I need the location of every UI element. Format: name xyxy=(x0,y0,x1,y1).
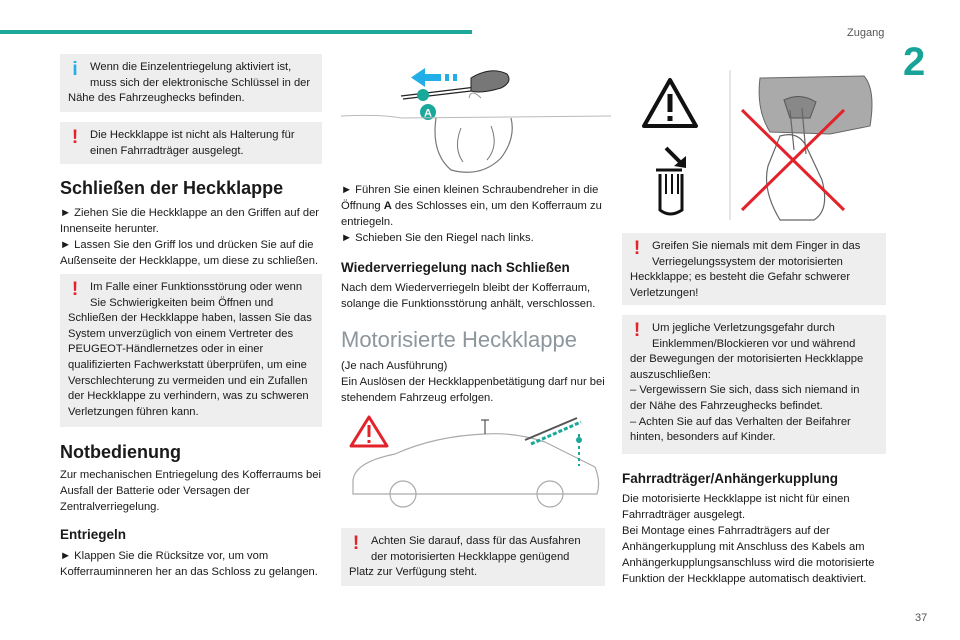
warning-text-body: der Bewegungen der motorisierten Heckklappe auszuschließen: xyxy=(630,353,864,381)
warning-icon: ! xyxy=(71,279,79,300)
warning-text-line: Sie Schwierigkeiten beim Öffnen und xyxy=(90,296,274,309)
finger-pinch-warning-illustration xyxy=(630,70,886,222)
chapter-number: 2 xyxy=(903,40,926,84)
warning-box xyxy=(622,233,886,305)
paragraph: ► Klappen Sie die Rücksitze vor, um vom Kofferrauminneren her an das Schloss zu gelangen. xyxy=(60,550,318,578)
car-clearance-illustration xyxy=(345,412,607,516)
header-accent-bar xyxy=(0,30,472,34)
info-icon: i xyxy=(72,59,78,80)
warning-box xyxy=(60,274,322,427)
warning-box xyxy=(341,528,605,586)
info-text-line: muss sich der elektronische Schlüssel in der xyxy=(90,76,311,89)
info-text-line: Wenn die Einzelentriegelung aktiviert ist, xyxy=(90,61,292,73)
paragraph: Bei Montage eines Fahrradträgers auf der Anhängerkupplung mit Anschluss des Kabels am Anhängerkupplungsanschluss wird die motorisierte Funktion der Heckklappe automatisch deaktiviert. xyxy=(622,525,875,585)
warning-list-item: – Achten Sie auf das Verhalten der Beifahrer hinten, besonders auf Kinder. xyxy=(630,415,851,444)
warning-box xyxy=(60,122,322,164)
warning-text-line: Einklemmen/Blockieren vor und während xyxy=(652,337,856,350)
warning-text-line: Um jegliche Verletzungsgefahr durch xyxy=(652,322,835,334)
heading-emergency: Notbedienung xyxy=(60,442,181,462)
warning-text-body: Schließen der Heckklappe haben, lassen Sie das System unverzüglich von einem Vertreter des PEUGEOT-Händlernetzes oder in einer qualifizierten Fachwerkstatt überprüfen, um eine Verschlechterung zu vermeiden und ein Zufallen der Heckklappe zu verhindern, was zu schweren Verletzungen führen kann. xyxy=(68,312,312,418)
paragraph: ► Schieben Sie den Riegel nach links. xyxy=(341,232,534,244)
paragraph: (Je nach Ausführung) xyxy=(341,360,448,372)
warning-icon: ! xyxy=(633,320,641,341)
paragraph: Nach dem Wiederverriegeln bleibt der Kofferraum, solange die Funktionsstörung anhält, verschlossen. xyxy=(341,282,596,310)
warning-text-line: der motorisierten Heckklappe genügend xyxy=(371,550,570,563)
warning-box xyxy=(622,315,886,454)
warning-icon: ! xyxy=(71,127,79,148)
warning-text-line: Platz zur Verfügung steht. xyxy=(349,566,478,579)
callout-a: A xyxy=(383,200,392,212)
warning-list-item: – Vergewissern Sie sich, dass sich niemand in der Nähe des Fahrzeughecks befindet. xyxy=(630,384,860,412)
heading-close-tailgate: Schließen der Heckklappe xyxy=(60,178,284,198)
page-number: 37 xyxy=(915,612,928,624)
marker-a-dot xyxy=(417,89,429,101)
info-text-line: Nähe des Fahrzeughecks befinden. xyxy=(68,92,245,105)
warning-text-line: Die Heckklappe ist nicht als Halterung für xyxy=(90,129,295,141)
paragraph: Die motorisierte Heckklappe ist nicht für einen Fahrradträger ausgelegt. xyxy=(622,493,850,521)
lock-screwdriver-illustration xyxy=(341,58,611,176)
warning-text-line: Greifen Sie niemals mit dem Finger in das xyxy=(652,240,861,252)
paragraph: Ein Auslösen der Heckklappenbetätigung darf nur bei stehendem Fahrzeug erfolgen. xyxy=(341,376,605,404)
warning-text-line: Verriegelungssystem der motorisierten xyxy=(652,255,843,268)
warning-icon: ! xyxy=(352,533,360,554)
warning-text-line: einen Fahrradträger ausgelegt. xyxy=(90,144,244,157)
warning-text-line: Achten Sie darauf, dass für das Ausfahren xyxy=(371,535,581,547)
warning-text-line: Im Falle einer Funktionsstörung oder wenn xyxy=(90,281,303,293)
paragraph: ► Ziehen Sie die Heckklappe an den Griffen auf der Innenseite herunter. xyxy=(60,207,320,235)
heading-unlock: Entriegeln xyxy=(60,527,127,542)
hand-icon xyxy=(656,148,686,214)
marker-a-label: A xyxy=(424,107,432,120)
warning-triangle-icon xyxy=(351,417,387,446)
section-title: Zugang xyxy=(847,27,885,39)
heading-motorized-tailgate: Motorisierte Heckklappe xyxy=(341,327,577,352)
paragraph: ► Lassen Sie den Griff los und drücken Sie auf die Außenseite der Heckklappe, um diese zu schließen. xyxy=(60,239,319,267)
arrow-icon xyxy=(411,68,457,87)
warning-text-body: Heckklappe; es besteht die Gefahr schwerer Verletzungen! xyxy=(630,271,851,299)
paragraph: ► Führen Sie einen kleinen Schraubendreher in die Öffnung A des Schlosses ein, um den Kofferraum zu entriegeln. xyxy=(341,184,602,228)
warning-icon: ! xyxy=(633,238,641,259)
heading-bike-carrier: Fahrradträger/Anhängerkupplung xyxy=(622,471,839,486)
paragraph: Zur mechanischen Entriegelung des Kofferraums bei Ausfall der Batterie oder Versagen der Zentralverriegelung. xyxy=(60,469,321,513)
heading-relock: Wiederverriegelung nach Schließen xyxy=(341,260,570,275)
info-box xyxy=(60,54,322,112)
warning-triangle-icon xyxy=(644,80,696,126)
